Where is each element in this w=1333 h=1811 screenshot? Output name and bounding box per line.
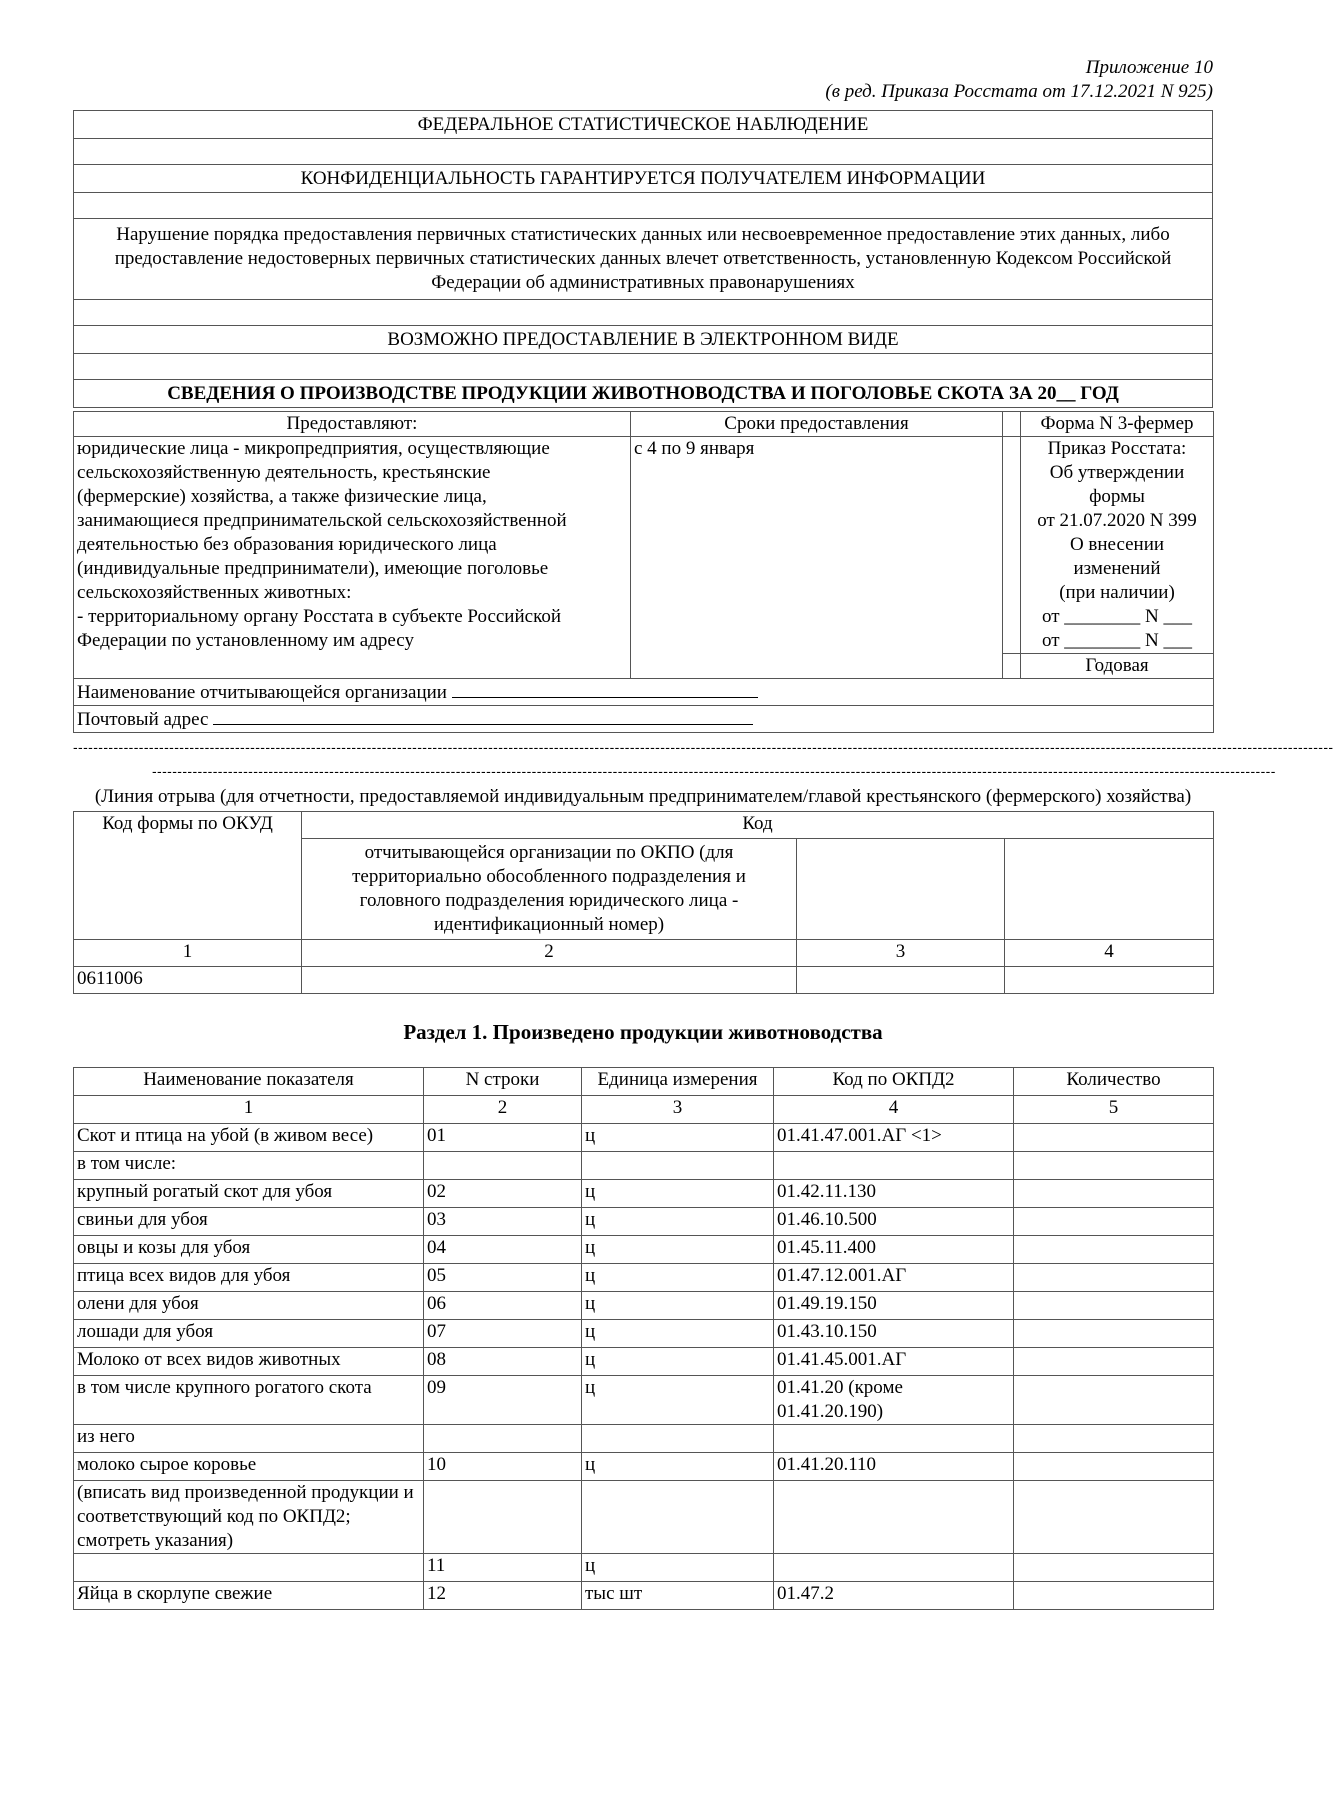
unit [582, 1481, 774, 1554]
org-name-blank[interactable] [452, 679, 758, 698]
form-number-header: Форма N 3-фермер [1021, 412, 1214, 437]
line-number: 02 [424, 1180, 582, 1208]
column-number: 2 [424, 1096, 582, 1124]
indicator-name [74, 1554, 424, 1582]
line-number: 11 [424, 1554, 582, 1582]
okpd2-code: 01.43.10.150 [774, 1320, 1014, 1348]
quantity-input[interactable] [1014, 1481, 1214, 1554]
dash-line: --------------------------------------------------------------------------------------------------------------------------------------------------------------------------------------------------------------------------------------------------------- [73, 739, 1333, 755]
federal-observation: ФЕДЕРАЛЬНОЕ СТАТИСТИЧЕСКОЕ НАБЛЮДЕНИЕ [74, 111, 1213, 139]
address-label: Почтовый адрес [77, 709, 209, 730]
quantity-input[interactable] [1014, 1320, 1214, 1348]
empty-row [74, 354, 1213, 380]
okpd2-code [774, 1481, 1014, 1554]
unit: ц [582, 1348, 774, 1376]
form-title: СВЕДЕНИЯ О ПРОИЗВОДСТВЕ ПРОДУКЦИИ ЖИВОТНОВОДСТВА И ПОГОЛОВЬЕ СКОТА ЗА 20__ ГОД [74, 380, 1213, 408]
okpd2-code [774, 1425, 1014, 1453]
column-header-line: N строки [424, 1068, 582, 1096]
okpd2-code [774, 1554, 1014, 1582]
code-header: Код [302, 812, 1214, 839]
line-number: 06 [424, 1292, 582, 1320]
submitters-line: сельскохозяйственную деятельность, крестьянские [77, 462, 491, 483]
quantity-input[interactable] [1014, 1348, 1214, 1376]
okpd2-code: 01.47.2 [774, 1582, 1014, 1610]
quantity-input[interactable] [1014, 1376, 1214, 1425]
okpd2-code: 01.46.10.500 [774, 1208, 1014, 1236]
line-number: 12 [424, 1582, 582, 1610]
submitters-line: юридические лица - микропредприятия, осуществляющие [77, 438, 550, 459]
okpd2-code: 01.42.11.130 [774, 1180, 1014, 1208]
table-row [74, 1292, 1214, 1320]
table-row [74, 1554, 1214, 1582]
quantity-input[interactable] [1014, 1264, 1214, 1292]
quantity-input[interactable] [1014, 1208, 1214, 1236]
unit: ц [582, 1453, 774, 1481]
line-number: 04 [424, 1236, 582, 1264]
code-empty-header [1005, 839, 1214, 940]
submitters-line: деятельностью без образования юридического лица [77, 534, 497, 555]
section-title: Раздел 1. Произведено продукции животноводства [403, 1020, 883, 1044]
unit [582, 1152, 774, 1180]
approval-order [1021, 437, 1214, 654]
okpd2-code: 01.45.11.400 [774, 1236, 1014, 1264]
unit: ц [582, 1292, 774, 1320]
column-header-quantity: Количество [1014, 1068, 1214, 1096]
tear-line [73, 739, 1333, 779]
empty-row [74, 300, 1213, 326]
quantity-input[interactable] [1014, 1453, 1214, 1481]
okpd2-code [774, 1152, 1014, 1180]
indicator-name: (вписать вид произведенной продукции и соответствующий код по ОКПД2; смотреть указания) [74, 1481, 424, 1554]
line-number: 05 [424, 1264, 582, 1292]
okpd2-code: 01.47.12.001.АГ [774, 1264, 1014, 1292]
form-page [73, 56, 1333, 1610]
spacer-cell [1003, 654, 1021, 679]
okpd2-code: 01.41.47.001.АГ <1> [774, 1124, 1014, 1152]
empty-row [74, 193, 1213, 219]
indicator-name: в том числе: [74, 1152, 424, 1180]
line-number [424, 1425, 582, 1453]
indicator-name: в том числе крупного рогатого скота [74, 1376, 424, 1425]
order-line: от 21.07.2020 N 399 [1037, 510, 1197, 531]
quantity-input[interactable] [1014, 1152, 1214, 1180]
submitters-line: (индивидуальные предприниматели), имеющие поголовье [77, 558, 549, 579]
order-line: формы [1089, 486, 1145, 507]
okpo-input[interactable] [302, 967, 797, 994]
submitters-line: Федерации по установленному им адресу [77, 630, 414, 651]
spacer-cell [1003, 412, 1021, 437]
indicator-name: крупный рогатый скот для убоя [74, 1180, 424, 1208]
line-number: 03 [424, 1208, 582, 1236]
column-header-code: Код по ОКПД2 [774, 1068, 1014, 1096]
code-empty-header [797, 839, 1005, 940]
okpd2-code: 01.49.19.150 [774, 1292, 1014, 1320]
submitters-list [74, 437, 631, 679]
column-header-name: Наименование показателя [74, 1068, 424, 1096]
submitters-line: сельскохозяйственных животных: [77, 582, 352, 603]
table-row [74, 1376, 1214, 1425]
table-row [74, 1208, 1214, 1236]
order-line: Приказ Росстата: [1047, 438, 1187, 459]
table-row [74, 1453, 1214, 1481]
confidentiality-notice: КОНФИДЕНЦИАЛЬНОСТЬ ГАРАНТИРУЕТСЯ ПОЛУЧАТЕЛЕМ ИНФОРМАЦИИ [74, 165, 1213, 193]
column-number: 5 [1014, 1096, 1214, 1124]
dash-line: ------------------------------------------------------------------------------------------------------------------------------------------------------------------------------------------------------------------------------ [152, 763, 1276, 779]
unit: ц [582, 1320, 774, 1348]
column-number: 1 [74, 940, 302, 967]
table-row [74, 1348, 1214, 1376]
submitters-header: Предоставляют: [74, 412, 631, 437]
okpd2-code: 01.41.20 (кроме 01.41.20.190) [774, 1376, 1014, 1425]
column-number: 1 [74, 1096, 424, 1124]
unit: ц [582, 1554, 774, 1582]
indicator-name: Скот и птица на убой (в живом весе) [74, 1124, 424, 1152]
unit: тыс шт [582, 1582, 774, 1610]
column-header-unit: Единица измерения [582, 1068, 774, 1096]
table-row [74, 1152, 1214, 1180]
line-number: 10 [424, 1453, 582, 1481]
production-rows [74, 1124, 1214, 1610]
line-number [424, 1481, 582, 1554]
okpd2-code: 01.41.20.110 [774, 1453, 1014, 1481]
table-row [74, 1425, 1214, 1453]
line-number [424, 1152, 582, 1180]
production-table [73, 1067, 1214, 1610]
order-line: Об утверждении [1049, 462, 1185, 483]
appendix-number: Приложение 10 [1085, 57, 1213, 78]
column-number: 3 [582, 1096, 774, 1124]
line-number: 08 [424, 1348, 582, 1376]
org-name-field[interactable] [74, 679, 1214, 706]
address-blank[interactable] [213, 706, 753, 725]
table-row [74, 1582, 1214, 1610]
column-number: 3 [797, 940, 1005, 967]
indicator-name: олени для убоя [74, 1292, 424, 1320]
column-number: 4 [774, 1096, 1014, 1124]
electronic-notice: ВОЗМОЖНО ПРЕДОСТАВЛЕНИЕ В ЭЛЕКТРОННОМ ВИДЕ [74, 326, 1213, 354]
table-row [74, 1180, 1214, 1208]
tearline-caption: (Линия отрыва (для отчетности, предоставляемой индивидуальным предпринимателем/главой крестьянского (фермерского) хозяйства) [94, 786, 1192, 807]
submitters-line: занимающиеся предпринимательской сельскохозяйственной [77, 510, 567, 531]
line-number: 01 [424, 1124, 582, 1152]
table-row [74, 1236, 1214, 1264]
code-input[interactable] [797, 967, 1005, 994]
header-table [73, 110, 1213, 408]
indicator-name: из него [74, 1425, 424, 1453]
quantity-input[interactable] [1014, 1425, 1214, 1453]
order-line: (при наличии) [1059, 582, 1175, 603]
table-row [74, 1264, 1214, 1292]
violation-notice: Нарушение порядка предоставления первичных статистических данных или несвоевременное предоставление этих данных, либо предоставление недостоверных первичных статистических данных влечет ответственность, установленную Кодексом Российской Федерации об административных правонарушениях [74, 219, 1213, 300]
unit: ц [582, 1180, 774, 1208]
org-name-label: Наименование отчитывающейся организации [77, 682, 447, 703]
appendix-edition: (в ред. Приказа Росстата от 17.12.2021 N 925) [825, 81, 1213, 102]
okpo-header: отчитывающейся организации по ОКПО (для территориально обособленного подразделения и головного подразделения юридического лица - идентификационный номер) [302, 839, 797, 940]
unit [582, 1425, 774, 1453]
okpd2-code: 01.41.45.001.АГ [774, 1348, 1014, 1376]
order-line: от ________ N ___ [1041, 606, 1193, 627]
quantity-input[interactable] [1014, 1180, 1214, 1208]
okud-value: 0611006 [74, 967, 302, 994]
column-number: 4 [1005, 940, 1214, 967]
appendix-note [73, 56, 1213, 104]
order-line: изменений [1073, 558, 1161, 579]
empty-row [74, 139, 1213, 165]
unit: ц [582, 1208, 774, 1236]
info-table [73, 411, 1214, 733]
table-row [74, 1124, 1214, 1152]
table-row [74, 1481, 1214, 1554]
order-line: от ________ N ___ [1041, 630, 1193, 651]
deadline-header: Сроки предоставления [631, 412, 1003, 437]
deadline-value: с 4 по 9 января [631, 437, 1003, 679]
periodicity: Годовая [1021, 654, 1214, 679]
indicator-name: молоко сырое коровье [74, 1453, 424, 1481]
indicator-name: овцы и козы для убоя [74, 1236, 424, 1264]
unit: ц [582, 1236, 774, 1264]
unit: ц [582, 1124, 774, 1152]
unit: ц [582, 1376, 774, 1425]
line-number: 09 [424, 1376, 582, 1425]
indicator-name: птица всех видов для убоя [74, 1264, 424, 1292]
submitters-line: (фермерские) хозяйства, а также физические лица, [77, 486, 487, 507]
column-number: 2 [302, 940, 797, 967]
spacer-cell [1003, 437, 1021, 654]
quantity-input[interactable] [1014, 1582, 1214, 1610]
address-field[interactable] [74, 706, 1214, 733]
line-number: 07 [424, 1320, 582, 1348]
okud-header: Код формы по ОКУД [74, 812, 302, 940]
codes-table [73, 811, 1214, 994]
indicator-name: Яйца в скорлупе свежие [74, 1582, 424, 1610]
table-row [74, 1320, 1214, 1348]
indicator-name: свиньи для убоя [74, 1208, 424, 1236]
quantity-input[interactable] [1014, 1554, 1214, 1582]
code-input[interactable] [1005, 967, 1214, 994]
quantity-input[interactable] [1014, 1236, 1214, 1264]
indicator-name: Молоко от всех видов животных [74, 1348, 424, 1376]
indicator-name: лошади для убоя [74, 1320, 424, 1348]
unit: ц [582, 1264, 774, 1292]
order-line: О внесении [1069, 534, 1165, 555]
quantity-input[interactable] [1014, 1292, 1214, 1320]
submitters-line: - территориальному органу Росстата в субъекте Российской [77, 606, 562, 627]
quantity-input[interactable] [1014, 1124, 1214, 1152]
